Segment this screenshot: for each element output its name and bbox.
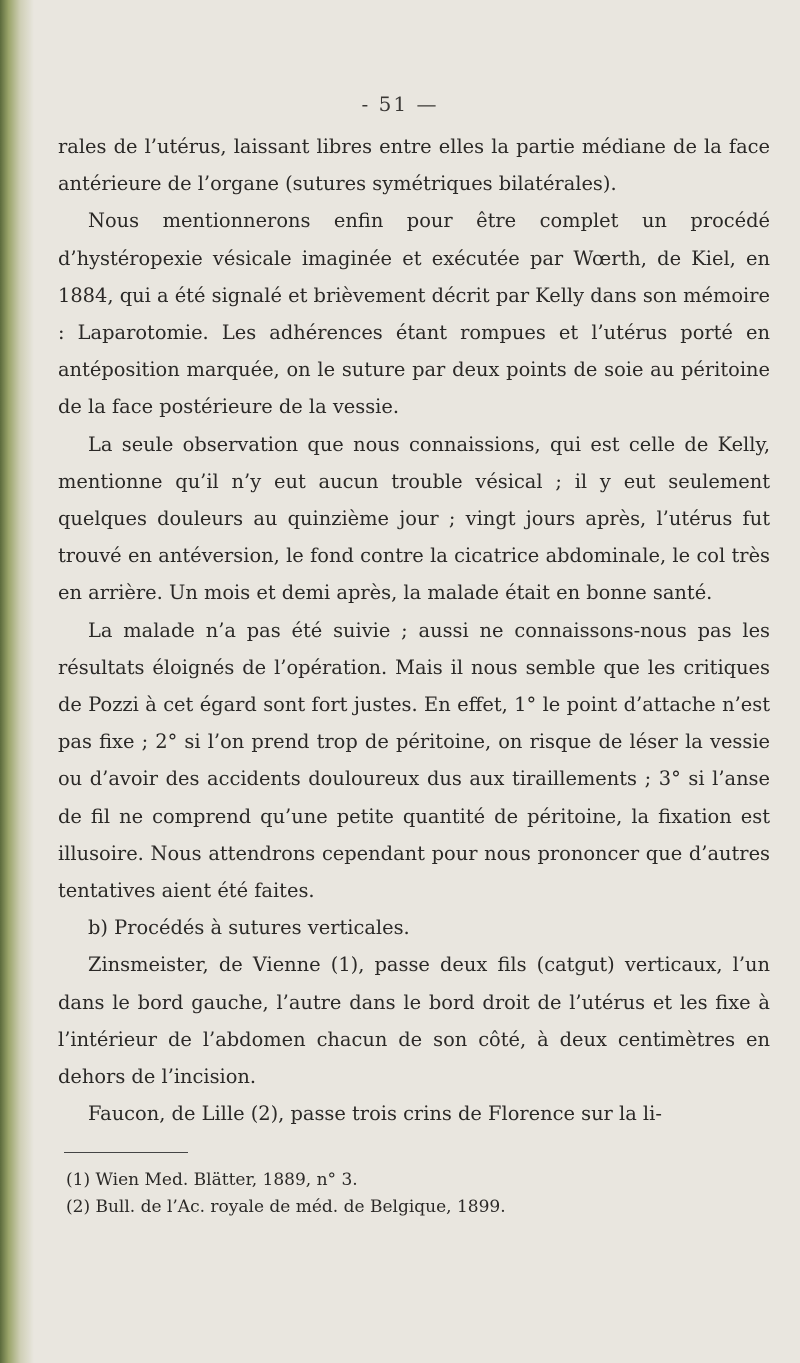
paragraph-6: Faucon, de Lille (2), passe trois crins de Florence sur la li- xyxy=(88,1102,662,1126)
paragraph-4: La malade n’a pas été suivie ; aussi ne connaissons-nous pas les résultats éloignés de l’opération. Mais il nous semble que les critiques de Pozzi à cet égard sont fort justes. En effet, 1° le point d’attache n’est pas fixe ; 2° si l’on prend trop de péritoine, on risque de léser la vessie ou d’avoir des accidents douloureux dus aux tiraillements ; 3° si l’anse de fil ne comprend qu’une petite quantité de péritoine, la fixation est illusoire. Nous attendrons cependant pour nous prononcer que d’autres tentatives aient été faites. xyxy=(58,618,770,903)
footnotes xyxy=(58,1167,770,1221)
paragraph-3: La seule observation que nous connaissions, qui est celle de Kelly, mentionne qu’il n’y eut aucun trouble vésical ; il y eut seulement quelques douleurs au quinzième jour ; vingt jours après, l’utérus fut trouvé en antéversion, le fond contre la cicatrice abdominale, le col très en arrière. Un mois et demi après, la malade était en bonne santé. xyxy=(58,432,770,605)
paragraph-2: Nous mentionnerons enfin pour être complet un procédé d’hystéropexie vésicale imaginée et exécutée par Wœrth, de Kiel, en 1884, qui a été signalé et brièvement décrit par Kelly dans son mémoire : Laparotomie. Les adhérences étant rompues et l’utérus porté en antéposition marquée, on le suture par deux points de soie au péritoine de la face postérieure de la vessie. xyxy=(58,209,770,419)
page-binding-edge xyxy=(0,0,34,1363)
footnote-1: (1) Wien Med. Blätter, 1889, n° 3. xyxy=(66,1170,358,1191)
footnote-separator xyxy=(64,1152,188,1153)
paragraph-5: Zinsmeister, de Vienne (1), passe deux fils (catgut) verticaux, l’un dans le bord gauche, l’autre dans le bord droit de l’utérus et les fixe à l’intérieur de l’abdomen chacun de son côté, à deux centimètres en dehors de l’incision. xyxy=(58,953,770,1089)
paragraph-1: rales de l’utérus, laissant libres entre elles la partie médiane de la face antérieure de l’organe (sutures symétriques bilatérales). xyxy=(58,135,770,196)
section-heading-b: b) Procédés à sutures verticales. xyxy=(88,916,410,940)
page-number: - 51 — xyxy=(361,92,439,116)
footnote-2: (2) Bull. de l’Ac. royale de méd. de Belgique, 1899. xyxy=(66,1197,506,1218)
page-body xyxy=(58,92,770,1221)
